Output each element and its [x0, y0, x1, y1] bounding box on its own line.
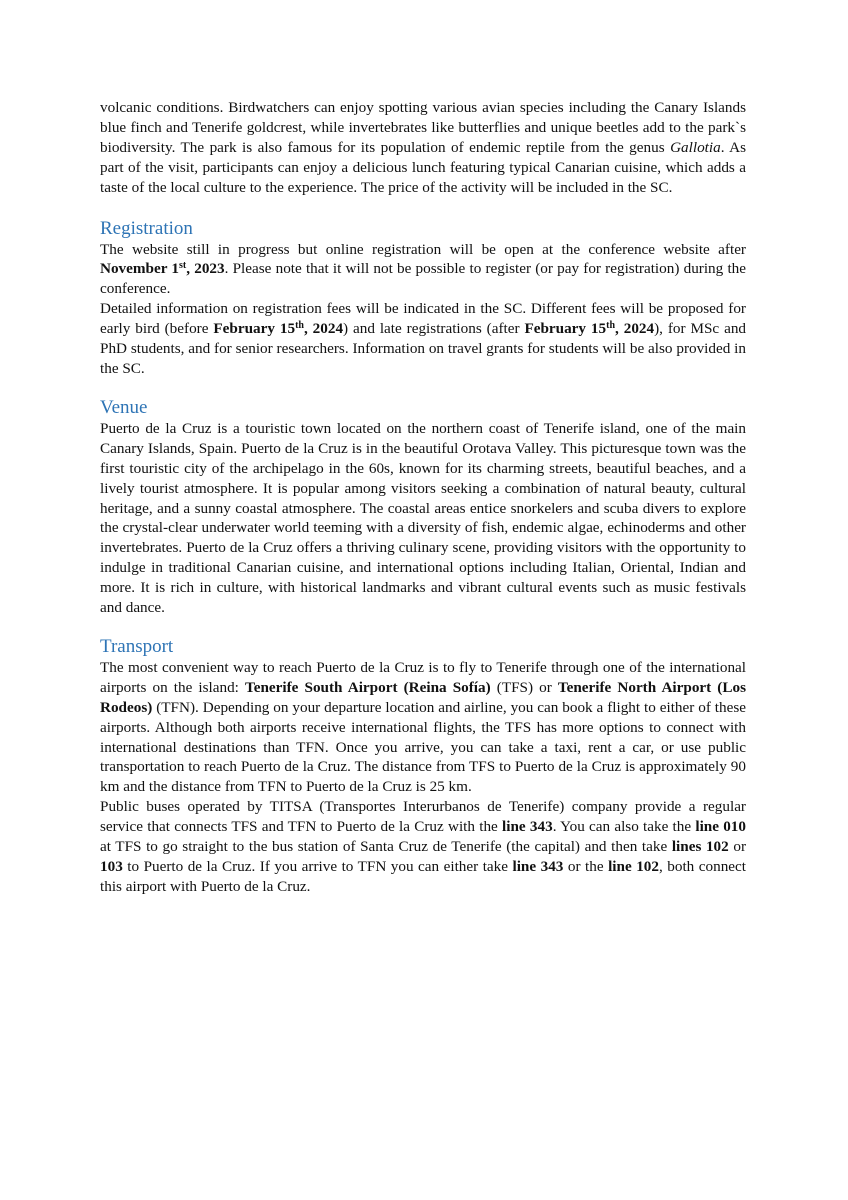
bus-lines-102: lines 102	[671, 838, 729, 856]
intro-paragraph	[100, 98, 746, 198]
registration-open-date: November 1st, 2023	[100, 260, 225, 278]
bus-line-103: 103	[100, 858, 123, 875]
registration-text-cont: . Please note that it will not be possible to register (or pay for registration) during the conference.	[100, 260, 747, 298]
bus-text-4: or	[728, 838, 747, 856]
bus-line-343: line 343	[502, 818, 553, 836]
registration-paragraph-2	[100, 299, 746, 379]
intro-text-cont: . As part of the visit, participants can enjoy a delicious lunch featuring typical Canarian cuisine, which adds a taste of the local culture to the experience. The price of the activity will be included in the SC.	[100, 138, 746, 196]
transport-paragraph-2	[100, 797, 746, 897]
bus-text-7: , both connect this airport with Puerto de la Cruz.	[100, 858, 746, 895]
fees-text: Detailed information on registration fees will be indicated in the SC. Different fees will be proposed for early bird (before	[100, 300, 746, 338]
transport-heading: Transport	[100, 635, 174, 657]
venue-heading: Venue	[100, 396, 148, 418]
intro-text: volcanic conditions. Birdwatchers can enjoy spotting various avian species including the Canary Islands blue finch and Tenerife goldcrest, while invertebrates like butterflies and unique beetles add to the park`s biodiversity. The park is also famous for its population of endemic reptile from the genus	[100, 99, 746, 156]
bus-line-010: line 010	[695, 818, 746, 836]
registration-heading: Registration	[100, 217, 193, 239]
bus-line-102-tfn: line 102	[608, 858, 659, 875]
bus-text-5: to Puerto de la Cruz. If you arrive to TFN you can either take	[122, 858, 513, 875]
north-airport-name: Tenerife North Airport (Los Rodeos)	[100, 678, 746, 716]
transport-text: The most convenient way to reach Puerto de la Cruz is to fly to Tenerife through one of the international airports on the island:	[100, 658, 746, 696]
venue-paragraph: Puerto de la Cruz is a touristic town located on the northern coast of Tenerife island, one of the main Canary Islands, Spain. Puerto de la Cruz is in the beautiful Orotava Valley. This picturesque town was the first touristic city of the archipelago in the 60s, known for its charming streets, beautiful beaches, and a lively tourist atmosphere. It is popular among visitors seeking a combination of natural beauty, cultural heritage, and a sunny coastal atmosphere. The coastal areas entice snorkelers and scuba divers to explore the crystal-clear underwater world teeming with a diversity of fish, endemic algae, echinoderms and other invertebrates. Puerto de la Cruz offers a thriving culinary scene, providing visitors with the opportunity to indulge in traditional Canarian cuisine, and international options including Italian, Oriental, Indian and more. It is rich in culture, with historical landmarks and vibrant cultural events such as music festivals and dance.	[100, 419, 746, 617]
document-page	[100, 98, 746, 897]
south-airport-name: Tenerife South Airport (Reina Sofía)	[244, 678, 491, 696]
transport-text-3: (TFN). Depending on your departure location and airline, you can book a flight to either of these airports. Although both airports receive international flights, the TFS has more options to connect with international destinations than TFN. Once you arrive, you can take a taxi, rent a car, or use public transportation to reach Puerto de la Cruz. The distance from TFS to Puerto de la Cruz is approximately 90 km and the distance from TFN to Puerto de la Cruz is 25 km.	[100, 698, 746, 796]
registration-text: The website still in progress but online registration will be open at the conference website after	[100, 240, 746, 258]
transport-paragraph-1	[100, 658, 746, 797]
bus-text-3: at TFS to go straight to the bus station of Santa Cruz de Tenerife (the capital) and then take	[100, 838, 672, 856]
registration-paragraph-1	[100, 240, 746, 300]
bus-text-2: . You can also take the	[552, 818, 696, 836]
bus-text-6: or the	[563, 858, 609, 875]
transport-text-2: (TFS) or	[490, 678, 558, 696]
fees-text-mid: ) and late registrations (after	[343, 320, 525, 338]
fees-text-end: ), for MSc and PhD students, and for senior researchers. Information on travel grants for students will be also provided in the SC.	[100, 320, 747, 377]
bus-line-343-tfn: line 343	[512, 858, 564, 875]
late-registration-date: February 15th, 2024	[524, 320, 655, 338]
early-bird-date: February 15th, 2024	[213, 320, 344, 338]
genus-name: Gallotia	[670, 138, 721, 156]
bus-text: Public buses operated by TITSA (Transportes Interurbanos de Tenerife) company provide a regular service that connects TFS and TFN to Puerto de la Cruz with the	[100, 798, 746, 836]
